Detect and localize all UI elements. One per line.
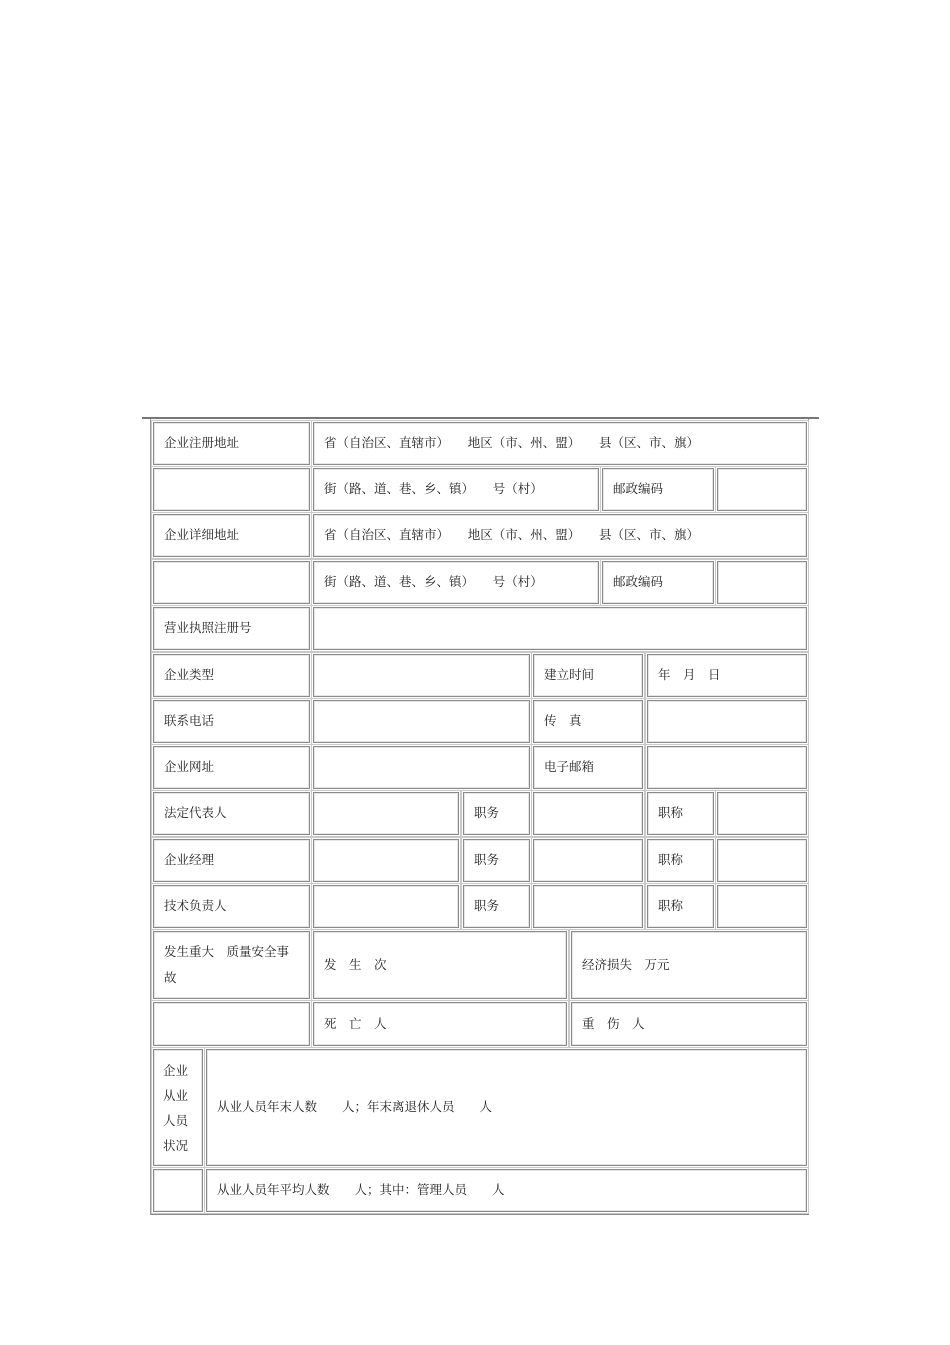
company-type-label: 企业类型 bbox=[153, 654, 310, 697]
detail-address-label: 企业详细地址 bbox=[153, 514, 310, 557]
reg-address-line1[interactable]: 省（自治区、直辖市） 地区（市、州、盟） 县（区、市、旗） bbox=[313, 422, 807, 465]
license-number-label: 营业执照注册号 bbox=[153, 607, 310, 650]
phone-label: 联系电话 bbox=[153, 700, 310, 743]
legal-rep-title-label: 职称 bbox=[647, 792, 714, 835]
fax-field[interactable] bbox=[647, 700, 807, 743]
legal-rep-position-label: 职务 bbox=[463, 792, 530, 835]
accident-occurrences-field[interactable]: 发 生 次 bbox=[313, 931, 567, 999]
tech-lead-position-field[interactable] bbox=[533, 885, 643, 928]
manager-label: 企业经理 bbox=[153, 839, 310, 882]
reg-postcode-field[interactable] bbox=[717, 468, 807, 511]
accident-label: 发生重大 质量安全事故 bbox=[153, 931, 310, 999]
tech-lead-label: 技术负责人 bbox=[153, 885, 310, 928]
license-number-field[interactable] bbox=[313, 607, 807, 650]
tech-lead-position-label: 职务 bbox=[463, 885, 530, 928]
company-type-field[interactable] bbox=[313, 654, 530, 697]
legal-rep-position-field[interactable] bbox=[533, 792, 643, 835]
email-label: 电子邮箱 bbox=[533, 746, 643, 789]
reg-address-label: 企业注册地址 bbox=[153, 422, 310, 465]
accident-loss-field[interactable]: 经济损失 万元 bbox=[571, 931, 807, 999]
staff-status-label: 企业从业人员状况 bbox=[153, 1049, 203, 1166]
fax-label: 传 真 bbox=[533, 700, 643, 743]
manager-title-field[interactable] bbox=[717, 839, 807, 882]
accident-deaths-field[interactable]: 死 亡 人 bbox=[313, 1002, 567, 1046]
tech-lead-title-label: 职称 bbox=[647, 885, 714, 928]
tech-lead-name-field[interactable] bbox=[313, 885, 459, 928]
manager-position-field[interactable] bbox=[533, 839, 643, 882]
founded-date-field[interactable]: 年 月 日 bbox=[647, 654, 807, 697]
legal-rep-title-field[interactable] bbox=[717, 792, 807, 835]
email-field[interactable] bbox=[647, 746, 807, 789]
phone-field[interactable] bbox=[313, 700, 530, 743]
detail-address-blank bbox=[153, 561, 310, 604]
staff-blank bbox=[153, 1169, 203, 1212]
manager-position-label: 职务 bbox=[463, 839, 530, 882]
manager-name-field[interactable] bbox=[313, 839, 459, 882]
staff-year-end-field[interactable]: 从业人员年末人数 人；年末离退休人员 人 bbox=[206, 1049, 807, 1166]
detail-address-line1[interactable]: 省（自治区、直辖市） 地区（市、州、盟） 县（区、市、旗） bbox=[313, 514, 807, 557]
manager-title-label: 职称 bbox=[647, 839, 714, 882]
reg-address-blank bbox=[153, 468, 310, 511]
website-field[interactable] bbox=[313, 746, 530, 789]
tech-lead-title-field[interactable] bbox=[717, 885, 807, 928]
detail-address-line2[interactable]: 街（路、道、巷、乡、镇） 号（村） bbox=[313, 561, 599, 604]
reg-postcode-label: 邮政编码 bbox=[602, 468, 714, 511]
detail-postcode-label: 邮政编码 bbox=[602, 561, 714, 604]
staff-average-field[interactable]: 从业人员年平均人数 人；其中：管理人员 人 bbox=[206, 1169, 807, 1212]
detail-postcode-field[interactable] bbox=[717, 561, 807, 604]
accident-injuries-field[interactable]: 重 伤 人 bbox=[571, 1002, 807, 1046]
accident-blank bbox=[153, 1002, 310, 1046]
legal-rep-label: 法定代表人 bbox=[153, 792, 310, 835]
founded-date-label: 建立时间 bbox=[533, 654, 643, 697]
legal-rep-name-field[interactable] bbox=[313, 792, 459, 835]
reg-address-line2[interactable]: 街（路、道、巷、乡、镇） 号（村） bbox=[313, 468, 599, 511]
website-label: 企业网址 bbox=[153, 746, 310, 789]
